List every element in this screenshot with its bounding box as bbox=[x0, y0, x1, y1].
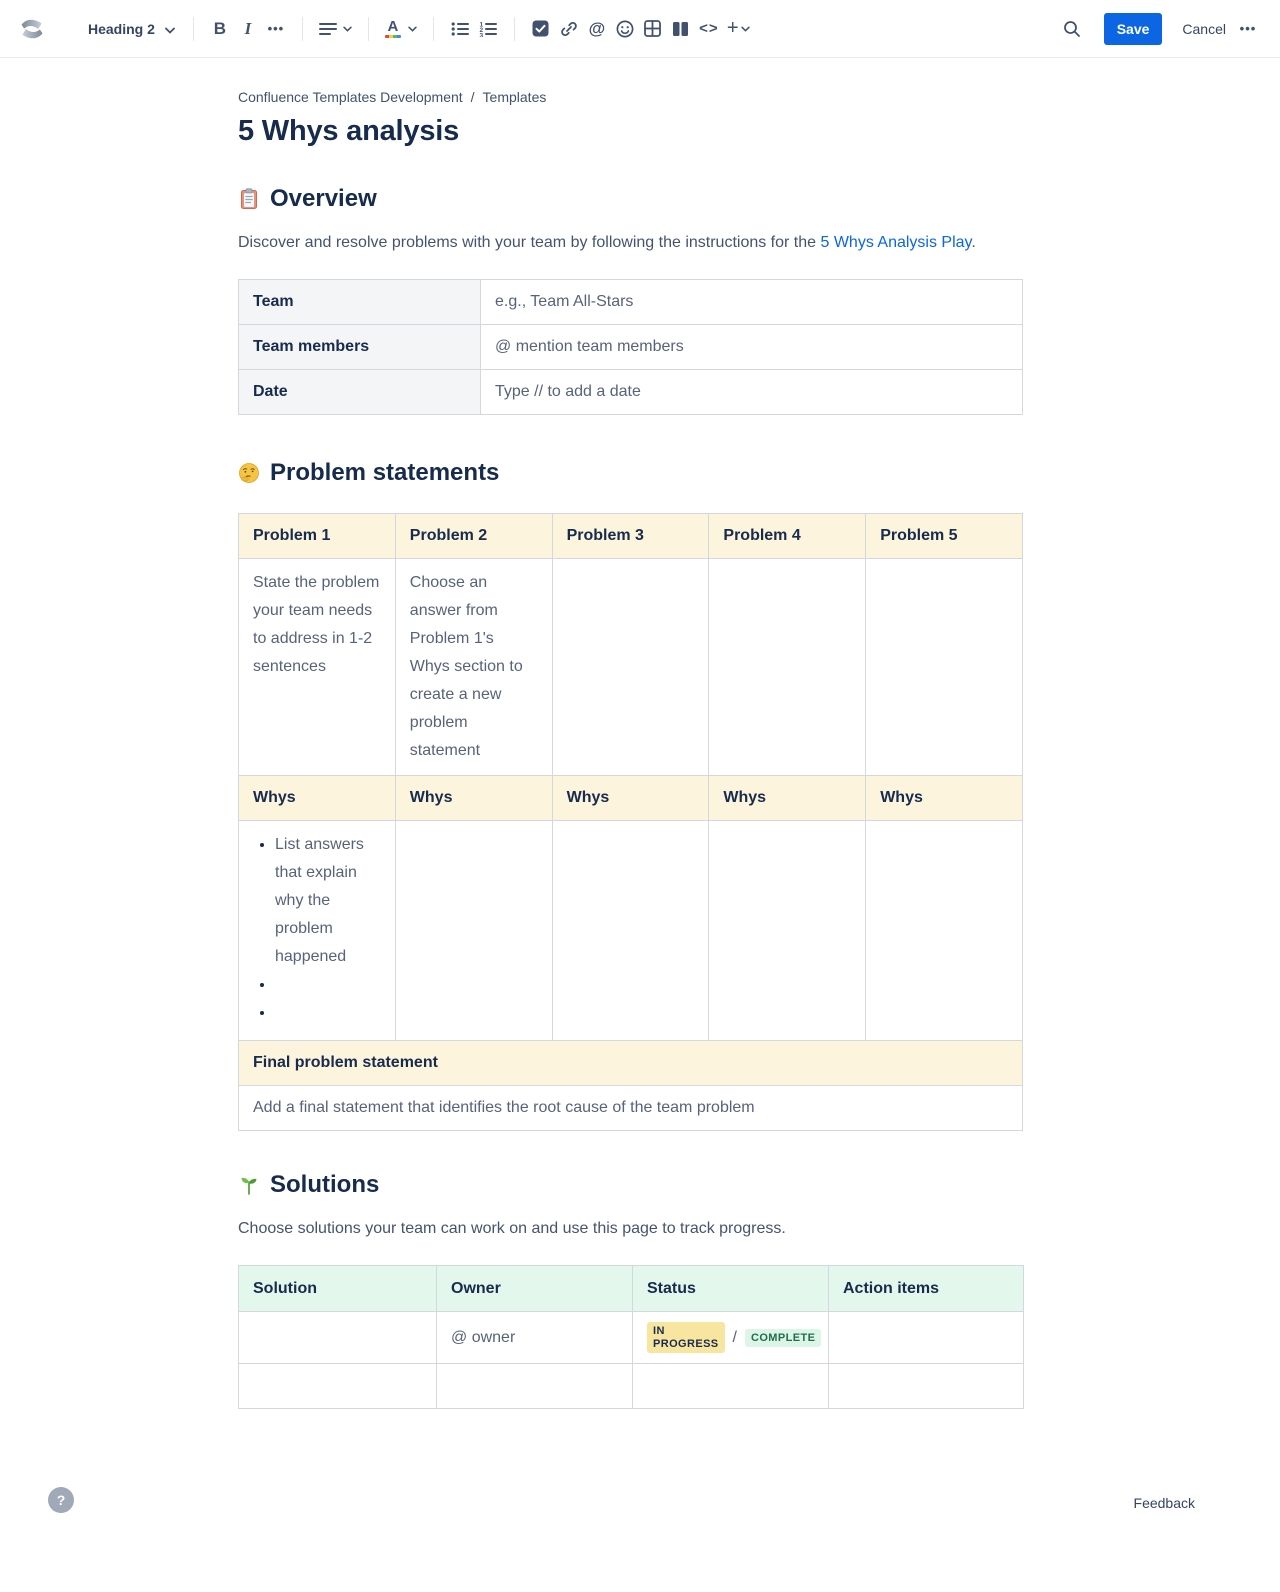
final-statement-value-row bbox=[239, 1086, 1023, 1131]
owner-cell[interactable] bbox=[437, 1364, 633, 1409]
plus-icon: + bbox=[726, 17, 739, 39]
bold-button[interactable] bbox=[206, 14, 234, 44]
status-header-cell[interactable]: Status bbox=[633, 1266, 829, 1312]
problem-headers-row bbox=[239, 514, 1023, 559]
svg-text:1: 1 bbox=[479, 21, 484, 28]
layouts-icon bbox=[672, 21, 689, 37]
question-mark-icon: ? bbox=[56, 1492, 66, 1508]
breadcrumb bbox=[238, 89, 1023, 105]
search-icon bbox=[1063, 20, 1081, 38]
problem-1-statement-cell[interactable]: State the problem your team needs to address in 1-2 sentences bbox=[239, 559, 396, 776]
team-members-value-cell[interactable]: @ mention team members bbox=[481, 325, 1023, 370]
breadcrumb-templates-link[interactable]: Templates bbox=[482, 89, 547, 105]
whys-4-content-cell[interactable] bbox=[709, 821, 866, 1041]
overview-heading bbox=[238, 185, 1023, 213]
whys-2-header-cell[interactable]: Whys bbox=[395, 776, 552, 821]
problem-3-statement-cell[interactable] bbox=[552, 559, 709, 776]
solutions-row-1 bbox=[239, 1312, 1024, 1364]
help-button[interactable] bbox=[48, 1487, 74, 1513]
problem-statements-heading-text: Problem statements bbox=[270, 459, 500, 486]
code-button[interactable] bbox=[695, 14, 723, 44]
problem-statements-table bbox=[238, 513, 1023, 1131]
table-button[interactable] bbox=[639, 14, 667, 44]
final-statement-header-row bbox=[239, 1041, 1023, 1086]
toolbar-separator bbox=[368, 17, 369, 41]
clipboard-emoji-icon bbox=[238, 188, 260, 210]
whys-5-content-cell[interactable] bbox=[866, 821, 1023, 1041]
whys-bullet-list bbox=[253, 831, 381, 1027]
status-cell[interactable] bbox=[633, 1364, 829, 1409]
whys-bullet-text: List answers that explain why the problem happened bbox=[275, 836, 364, 965]
overflow-menu-icon: ••• bbox=[1239, 21, 1257, 36]
chevron-down-icon bbox=[408, 26, 417, 32]
date-value-cell[interactable]: Type // to add a date bbox=[481, 370, 1023, 415]
date-label-cell[interactable]: Date bbox=[239, 370, 481, 415]
save-button[interactable]: Save bbox=[1104, 13, 1163, 45]
task-list-button[interactable] bbox=[527, 14, 555, 44]
bullet-list-button[interactable] bbox=[446, 14, 474, 44]
link-button[interactable] bbox=[555, 14, 583, 44]
whys-bullet-item[interactable] bbox=[275, 999, 381, 1027]
solution-header-cell[interactable]: Solution bbox=[239, 1266, 437, 1312]
bullet-list-icon bbox=[451, 21, 469, 37]
mention-button[interactable] bbox=[583, 14, 611, 44]
table-icon bbox=[644, 20, 661, 37]
whys-content-row bbox=[239, 821, 1023, 1041]
final-statement-header-cell[interactable]: Final problem statement bbox=[239, 1041, 1023, 1086]
whys-3-header-cell[interactable]: Whys bbox=[552, 776, 709, 821]
final-statement-value-cell[interactable]: Add a final statement that identifies the root cause of the team problem bbox=[239, 1086, 1023, 1131]
whys-5-header-cell[interactable]: Whys bbox=[866, 776, 1023, 821]
numbered-list-icon bbox=[479, 21, 497, 37]
team-label-cell[interactable]: Team bbox=[239, 280, 481, 325]
align-left-icon bbox=[319, 22, 337, 36]
emoji-button[interactable] bbox=[611, 14, 639, 44]
confluence-logo-icon bbox=[18, 15, 46, 43]
problem-1-header-cell[interactable]: Problem 1 bbox=[239, 514, 396, 559]
owner-header-cell[interactable]: Owner bbox=[437, 1266, 633, 1312]
text-style-value: Heading 2 bbox=[88, 20, 155, 37]
solutions-intro: Choose solutions your team can work on and use this page to track progress. bbox=[238, 1220, 786, 1237]
svg-text:2: 2 bbox=[479, 26, 484, 34]
text-color-dropdown[interactable] bbox=[381, 14, 421, 44]
overview-table bbox=[238, 279, 1023, 415]
five-whys-play-link[interactable]: 5 Whys Analysis Play bbox=[820, 234, 972, 251]
chevron-down-icon bbox=[741, 26, 750, 32]
team-value-cell[interactable]: e.g., Team All-Stars bbox=[481, 280, 1023, 325]
feedback-link[interactable]: Feedback bbox=[1133, 1495, 1195, 1511]
more-formatting-button[interactable] bbox=[262, 14, 290, 44]
toolbar-separator bbox=[433, 17, 434, 41]
solution-cell[interactable] bbox=[239, 1364, 437, 1409]
action-items-cell[interactable] bbox=[829, 1312, 1024, 1364]
mention-icon: @ bbox=[588, 18, 606, 38]
editor-toolbar bbox=[0, 0, 1280, 58]
emoji-icon bbox=[616, 20, 634, 38]
problem-5-statement-cell[interactable] bbox=[866, 559, 1023, 776]
solutions-heading bbox=[238, 1171, 1023, 1199]
whys-1-content-cell[interactable] bbox=[239, 821, 396, 1041]
action-items-cell[interactable] bbox=[829, 1364, 1024, 1409]
task-checkbox-icon bbox=[532, 20, 549, 37]
problem-statements-heading bbox=[238, 459, 1023, 487]
solutions-row-2 bbox=[239, 1364, 1024, 1409]
bold-icon: B bbox=[213, 18, 227, 38]
insert-dropdown[interactable] bbox=[723, 14, 754, 44]
more-formatting-icon: ••• bbox=[267, 21, 285, 36]
numbered-list-button[interactable] bbox=[474, 14, 502, 44]
thinking-face-emoji-icon bbox=[238, 462, 260, 484]
problem-4-header-cell[interactable]: Problem 4 bbox=[709, 514, 866, 559]
overview-row-date bbox=[239, 370, 1023, 415]
status-complete-lozenge[interactable]: COMPLETE bbox=[745, 1329, 821, 1347]
overview-row-members bbox=[239, 325, 1023, 370]
page-title: 5 Whys analysis bbox=[238, 115, 460, 147]
solutions-table bbox=[238, 1265, 1024, 1409]
status-separator: / bbox=[732, 1328, 737, 1346]
solutions-header-row bbox=[239, 1266, 1024, 1312]
toolbar-separator bbox=[302, 17, 303, 41]
action-items-header-cell[interactable]: Action items bbox=[829, 1266, 1024, 1312]
text-color-icon: A bbox=[385, 19, 401, 38]
overview-intro-suffix: . bbox=[971, 234, 976, 251]
solutions-heading-text: Solutions bbox=[270, 1171, 380, 1198]
breadcrumb-space-link[interactable]: Confluence Templates Development bbox=[238, 89, 463, 105]
breadcrumb-separator: / bbox=[470, 89, 475, 105]
chevron-down-icon bbox=[165, 21, 175, 37]
search-button[interactable] bbox=[1058, 14, 1086, 44]
overview-intro-text: Discover and resolve problems with your team by following the instructions for the bbox=[238, 234, 821, 251]
status-in-progress-lozenge[interactable]: IN PROGRESS bbox=[647, 1322, 725, 1353]
toolbar-separator bbox=[514, 17, 515, 41]
whys-4-header-cell[interactable]: Whys bbox=[709, 776, 866, 821]
owner-cell[interactable]: @ owner bbox=[437, 1312, 633, 1364]
problem-3-header-cell[interactable]: Problem 3 bbox=[552, 514, 709, 559]
problem-statements-row bbox=[239, 559, 1023, 776]
layouts-button[interactable] bbox=[667, 14, 695, 44]
problem-4-statement-cell[interactable] bbox=[709, 559, 866, 776]
whys-3-content-cell[interactable] bbox=[552, 821, 709, 1041]
cancel-button[interactable]: Cancel bbox=[1182, 20, 1226, 37]
whys-headers-row bbox=[239, 776, 1023, 821]
chevron-down-icon bbox=[343, 26, 352, 32]
alignment-dropdown[interactable] bbox=[315, 14, 356, 44]
problem-2-header-cell[interactable]: Problem 2 bbox=[395, 514, 552, 559]
italic-button[interactable] bbox=[234, 14, 262, 44]
overview-row-team bbox=[239, 280, 1023, 325]
overflow-menu-button[interactable] bbox=[1234, 14, 1262, 44]
whys-2-content-cell[interactable] bbox=[395, 821, 552, 1041]
link-icon bbox=[560, 20, 578, 38]
italic-icon: I bbox=[244, 18, 252, 38]
whys-bullet-item[interactable] bbox=[275, 831, 381, 971]
status-cell[interactable] bbox=[633, 1312, 829, 1364]
whys-bullet-item[interactable] bbox=[275, 971, 381, 999]
problem-5-header-cell[interactable]: Problem 5 bbox=[866, 514, 1023, 559]
seedling-emoji-icon bbox=[238, 1174, 260, 1196]
svg-text:3: 3 bbox=[479, 32, 484, 37]
code-icon: <> bbox=[699, 20, 719, 37]
text-style-dropdown[interactable] bbox=[82, 17, 181, 41]
page-content bbox=[238, 89, 1023, 1409]
team-members-label-cell[interactable]: Team members bbox=[239, 325, 481, 370]
toolbar-separator bbox=[193, 17, 194, 41]
overview-intro bbox=[238, 231, 1023, 255]
problem-2-statement-cell[interactable]: Choose an answer from Problem 1's Whys section to create a new problem statement bbox=[395, 559, 552, 776]
overview-heading-text: Overview bbox=[270, 185, 377, 212]
solution-cell[interactable] bbox=[239, 1312, 437, 1364]
whys-1-header-cell[interactable]: Whys bbox=[239, 776, 396, 821]
